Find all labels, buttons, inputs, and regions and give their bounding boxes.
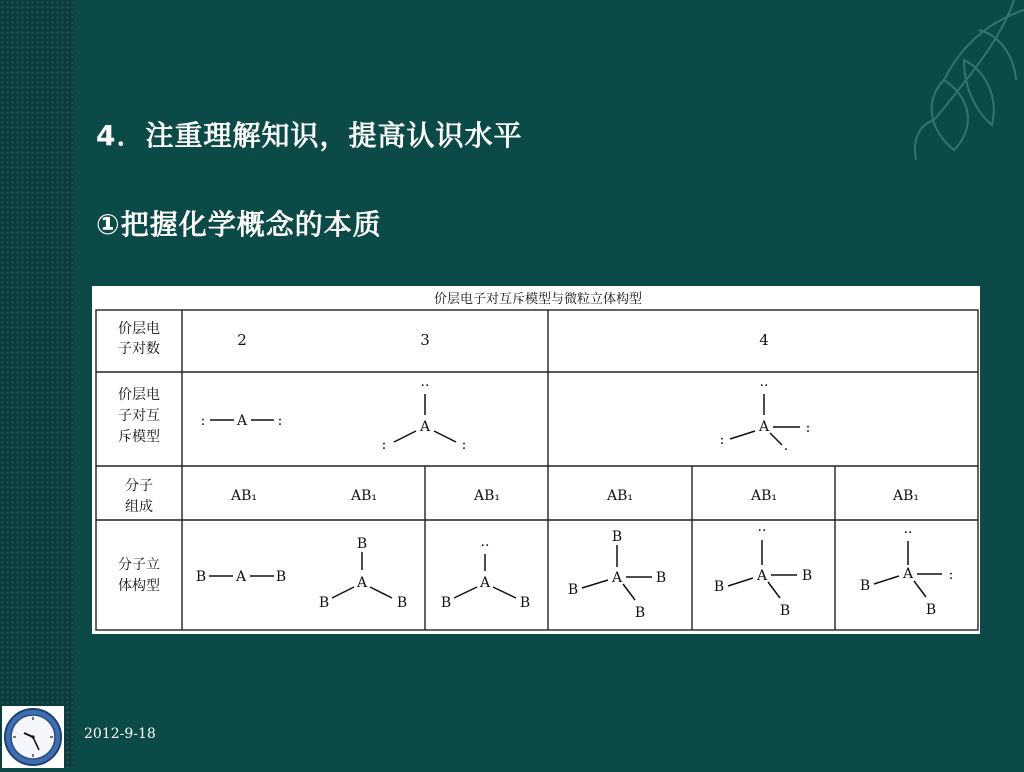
svg-text:B: B <box>440 595 452 611</box>
table-caption: 价层电子对互斥模型与微粒立体构型 <box>433 292 643 307</box>
svg-text:B: B <box>655 570 667 586</box>
row-header-1 <box>118 320 160 357</box>
svg-text:子对数: 子对数 <box>118 341 160 357</box>
composition-bent-4: AB₁ <box>892 488 920 504</box>
row-header-2 <box>118 386 160 445</box>
svg-text:A: A <box>611 570 623 586</box>
svg-text:A: A <box>236 413 248 429</box>
svg-text:分子立: 分子立 <box>118 557 160 573</box>
composition-pyramidal: AB₁ <box>750 488 778 504</box>
svg-text:A: A <box>356 575 368 591</box>
shape-diagram-bent-3 <box>441 538 530 611</box>
svg-text:B: B <box>779 603 791 619</box>
shape-diagram-bent-4 <box>860 525 954 618</box>
composition-bent-3: AB₁ <box>473 488 501 504</box>
svg-text:A: A <box>419 419 431 435</box>
svg-text:B: B <box>396 595 408 611</box>
svg-text::: : <box>805 420 811 436</box>
svg-text:A: A <box>758 419 770 435</box>
svg-text:A: A <box>756 568 768 584</box>
row-header-4 <box>118 557 160 594</box>
pair-count-4: 4 <box>759 331 769 349</box>
svg-text::: : <box>277 413 283 429</box>
svg-text:·: · <box>783 442 789 458</box>
shape-diagram-trigonal-pyramidal <box>714 523 812 619</box>
svg-text:B: B <box>567 582 579 598</box>
model-diagram-trigonal <box>382 378 467 453</box>
svg-text::: : <box>381 437 387 453</box>
svg-text:B: B <box>634 605 646 621</box>
svg-text:价层电: 价层电 <box>118 387 160 403</box>
svg-text::: : <box>719 432 725 448</box>
svg-text:体构型: 体构型 <box>118 578 160 594</box>
svg-text:··: ·· <box>903 525 913 541</box>
svg-text::: : <box>461 437 467 453</box>
composition-tetrahedral: AB₁ <box>606 488 634 504</box>
slide-title: 4．注重理解知识，提高认识水平 <box>96 119 523 152</box>
svg-text:B: B <box>195 569 207 585</box>
svg-text:B: B <box>318 595 330 611</box>
vsepr-table <box>92 286 980 634</box>
svg-text:··: ·· <box>420 378 430 394</box>
shape-diagram-tetrahedral <box>568 529 666 621</box>
svg-text:··: ·· <box>759 378 769 394</box>
pair-count-2: 2 <box>237 331 247 349</box>
svg-text:价层电: 价层电 <box>118 321 160 337</box>
svg-text:分子: 分子 <box>125 478 153 494</box>
decorative-leaf-icon <box>904 0 1024 170</box>
svg-text:B: B <box>859 578 871 594</box>
svg-text:··: ·· <box>757 523 767 539</box>
svg-text:B: B <box>801 568 813 584</box>
shape-diagram-trigonal-planar <box>319 536 407 611</box>
composition-trigonal: AB₁ <box>350 488 378 504</box>
slide-date: 2012-9-18 <box>84 726 156 742</box>
shape-diagram-linear <box>196 569 286 585</box>
svg-text:斥模型: 斥模型 <box>118 429 160 445</box>
svg-text:子对互: 子对互 <box>118 408 160 424</box>
svg-text:B: B <box>713 579 725 595</box>
slide-subtitle: ①把握化学概念的本质 <box>96 208 382 241</box>
svg-text:组成: 组成 <box>125 499 153 515</box>
svg-text::: : <box>948 567 954 583</box>
svg-text::: : <box>200 413 206 429</box>
svg-text:B: B <box>925 602 937 618</box>
model-diagram-linear <box>201 413 283 429</box>
table-border <box>96 310 978 630</box>
svg-text:A: A <box>479 575 491 591</box>
pair-count-3: 3 <box>420 331 430 349</box>
left-dotted-band <box>0 0 74 768</box>
svg-text:B: B <box>356 536 368 552</box>
svg-text:B: B <box>611 529 623 545</box>
clock-icon[interactable] <box>2 706 64 768</box>
svg-text:B: B <box>275 569 287 585</box>
row-header-3 <box>125 478 153 515</box>
model-diagram-tetrahedral <box>720 378 811 458</box>
svg-text:A: A <box>902 566 914 582</box>
composition-linear: AB₁ <box>230 488 258 504</box>
svg-text:B: B <box>519 595 531 611</box>
svg-text:A: A <box>235 569 247 585</box>
svg-text:··: ·· <box>480 538 490 554</box>
